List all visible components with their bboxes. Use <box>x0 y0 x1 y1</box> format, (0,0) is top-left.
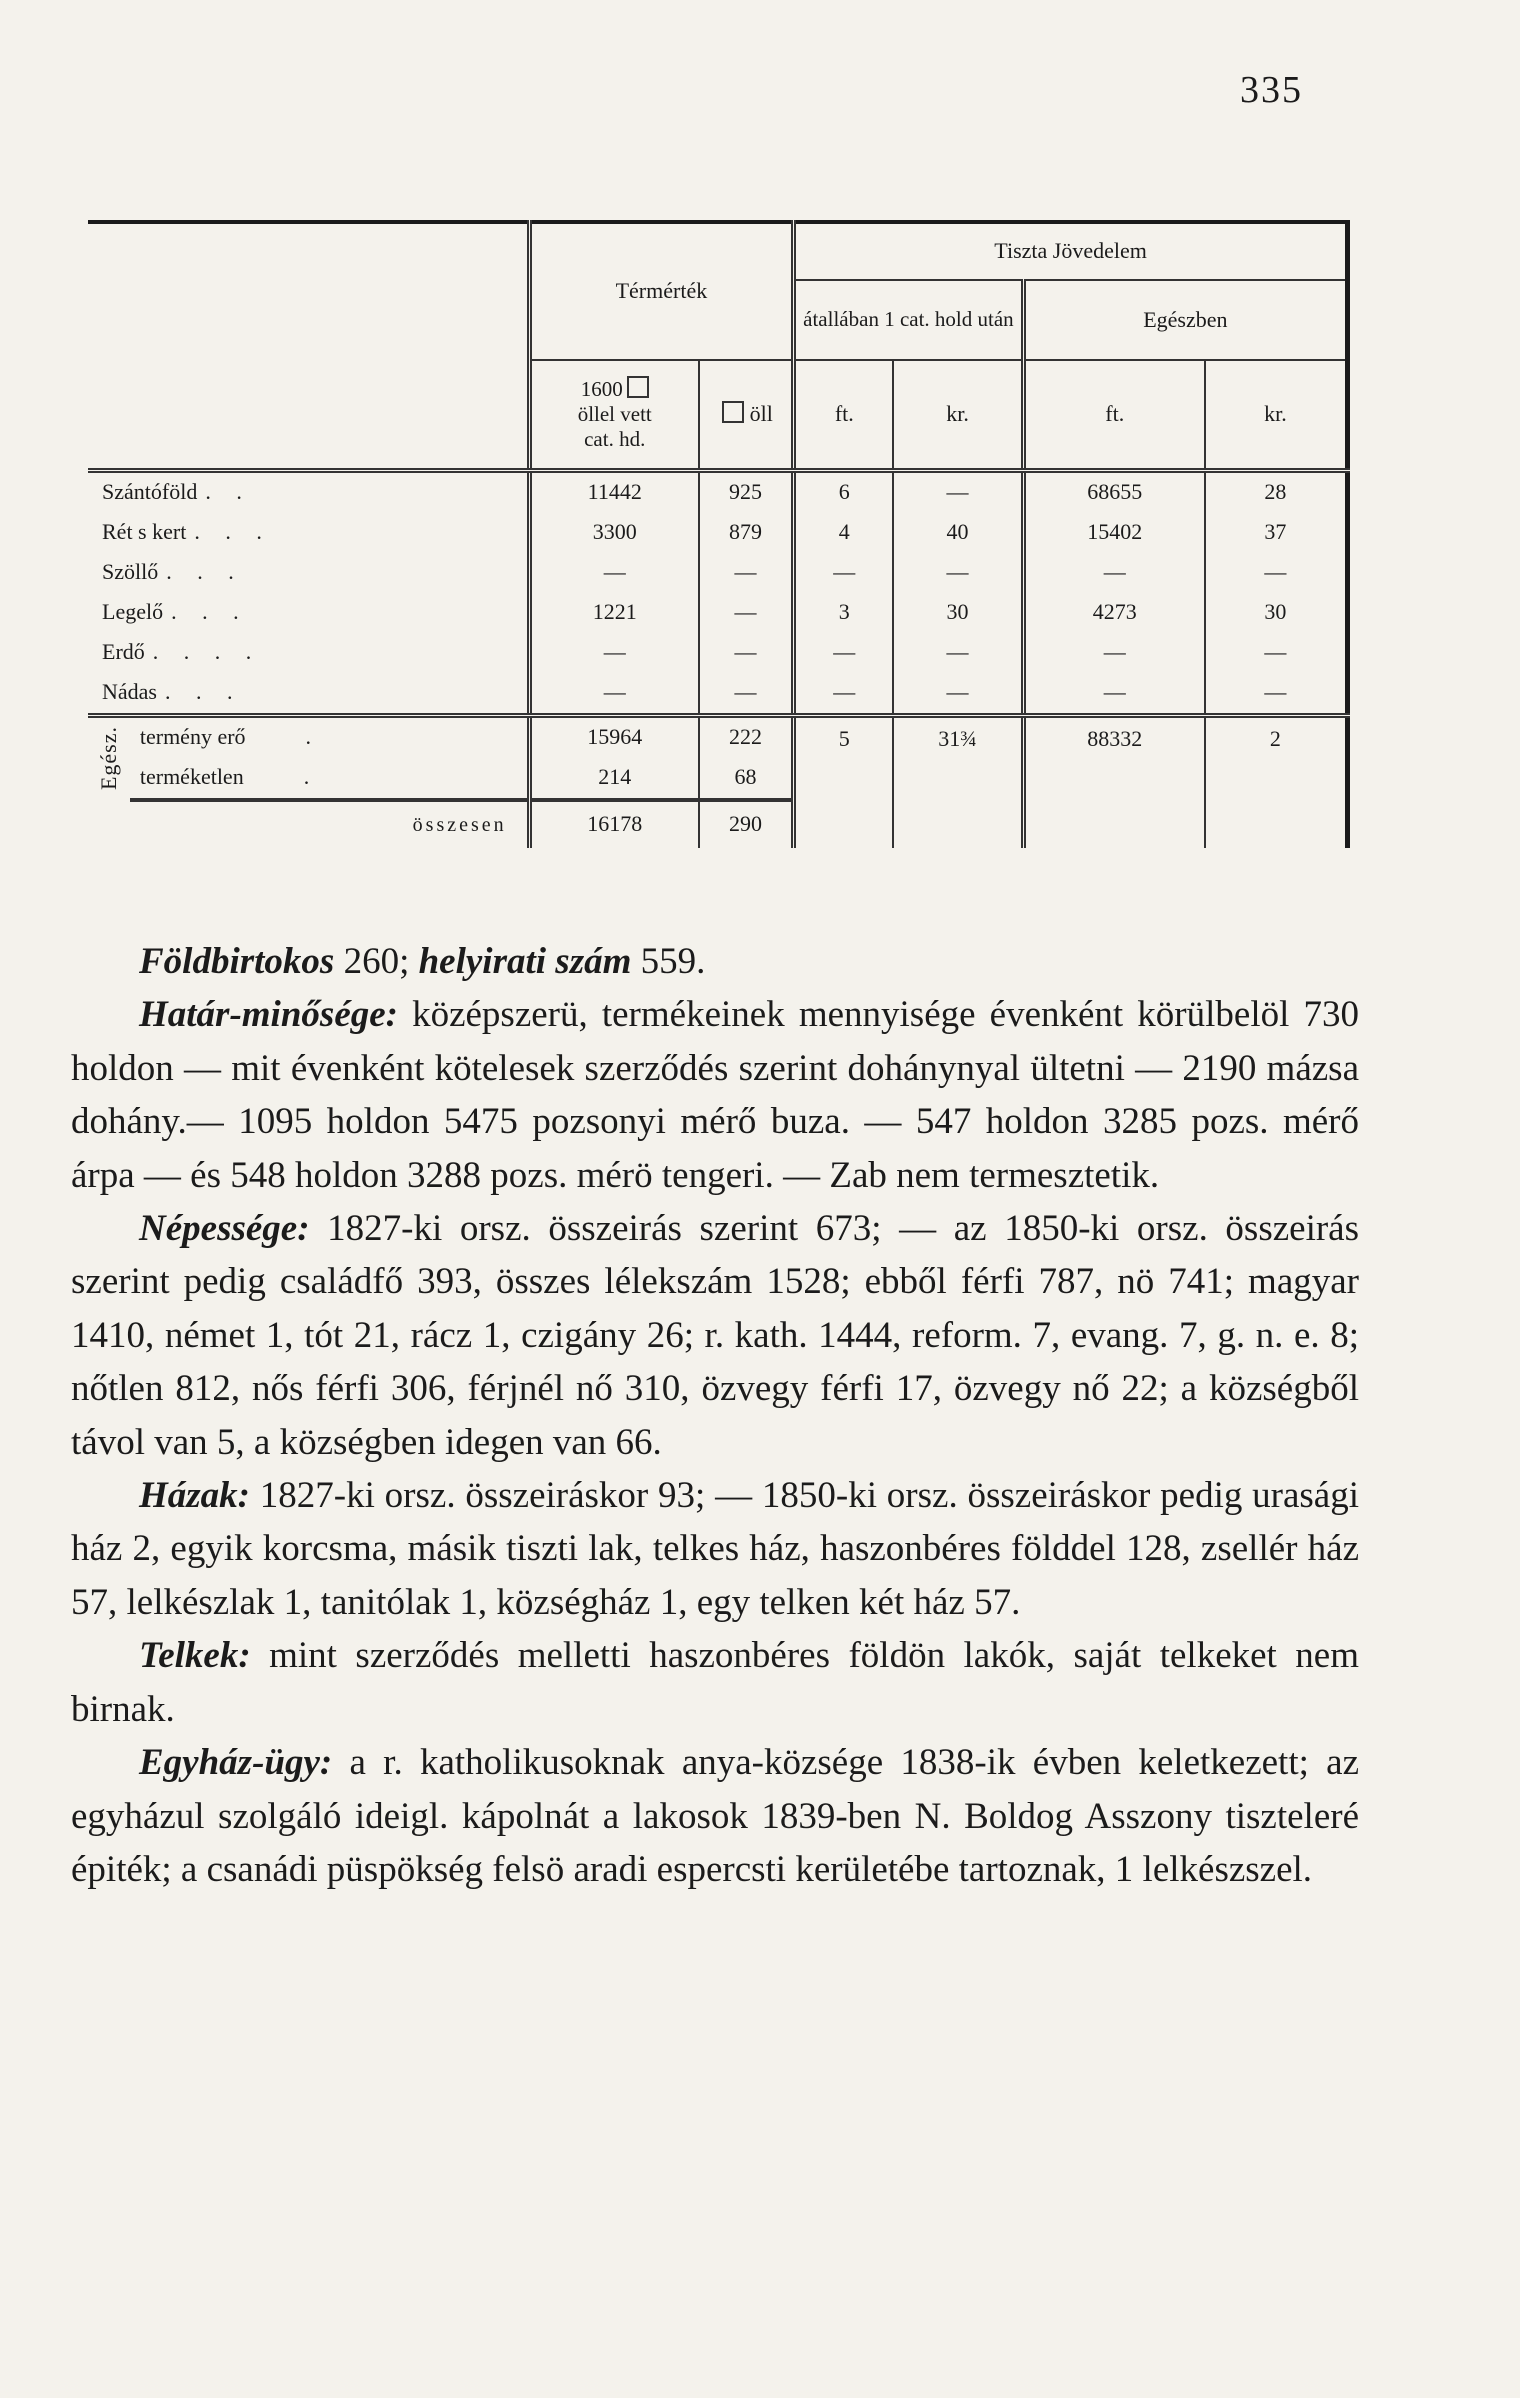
paragraph-lead: Határ-minősége: <box>139 994 398 1036</box>
cell-ft: 6 <box>794 470 894 513</box>
paragraph-hazak <box>71 1469 1359 1629</box>
header-egeszben: Egészben <box>1023 280 1347 360</box>
row-dots: . . . <box>194 519 272 545</box>
row-dots: . . . <box>166 559 244 585</box>
cell-1600: 15964 <box>529 715 699 758</box>
land-statistics-table <box>88 220 1350 848</box>
cell-ft-total: — <box>1023 673 1205 716</box>
paragraph-text: középszerü, termékeinek mennyisége évenként körülbelöl 730 holdon — mit évenként kötelesek szerződés szerint dohánynyal ültetni — 2190 mázsa dohány.— 1095 holdon 5475 pozsonyi mérő buza. — 547 holdon 3285 pozs. mérő árpa — és 548 holdon 3288 pozs. mérö tengeri. — Zab nem termesztetik. <box>71 994 1359 1196</box>
cell-oll: 879 <box>699 513 794 553</box>
paragraph-text-2: 559. <box>631 941 706 982</box>
sum-1600: 16178 <box>529 800 699 848</box>
table-row <box>88 715 1348 758</box>
cell-1600: — <box>529 553 699 593</box>
cell-1600: 214 <box>529 758 699 800</box>
header-ft: ft. <box>794 360 894 470</box>
cell-ft-total: 88332 <box>1023 715 1205 848</box>
cell-kr-total: 2 <box>1205 715 1348 848</box>
cell-1600: 11442 <box>529 470 699 513</box>
header-cat-hd: cat. hd. <box>584 427 646 452</box>
paragraph-lead-2: helyirati szám <box>418 941 632 982</box>
cell-oll: — <box>699 673 794 716</box>
row-label: Szöllő <box>102 559 159 585</box>
header-corner <box>88 222 529 470</box>
cell-kr-total: 37 <box>1205 513 1348 553</box>
cell-ft-total: 4273 <box>1023 593 1205 633</box>
cell-ft: — <box>794 553 894 593</box>
header-kr-total: kr. <box>1205 360 1348 470</box>
cell-kr: — <box>893 553 1023 593</box>
cell-kr: 30 <box>893 593 1023 633</box>
cell-kr-total: — <box>1205 553 1348 593</box>
square-symbol <box>627 376 649 398</box>
cell-oll: — <box>699 633 794 673</box>
cell-ft-total: 68655 <box>1023 470 1205 513</box>
header-ollel-vett: öllel vett <box>577 402 652 427</box>
header-sq-oll <box>699 360 794 470</box>
row-label: Rét s kert <box>102 519 187 545</box>
paragraph-lead: Telkek: <box>139 1635 251 1677</box>
cell-kr: 40 <box>893 513 1023 553</box>
paragraph-lead: Földbirtokos <box>139 941 335 982</box>
cell-1600: 1221 <box>529 593 699 633</box>
cell-oll: 925 <box>699 470 794 513</box>
table-row <box>88 673 1348 716</box>
cell-kr: — <box>893 470 1023 513</box>
cell-ft: — <box>794 673 894 716</box>
paragraph-text: a r. katholikusoknak anya-községe 1838-ik évben keletkezett; az egyházul szolgáló ideigl. kápolnát a lakosok 1839-ben N. Boldog Asszony tiszteleré épiték; a csanádi püspökség felsö aradi espercsti kerületébe tartoznak, 1 lelkészszel. <box>71 1742 1359 1890</box>
row-dots: . . . <box>164 679 243 705</box>
paragraph-nepessege <box>71 1202 1359 1469</box>
paragraph-text: 1827-ki orsz. összeirás szerint 673; — az 1850-ki orsz. összeirás szerint pedig családfő 393, összes lélekszám 1528; ebből férfi 787, nö 741; magyar 1410, német 1, tót 21, rácz 1, czigány 26; r. kath. 1444, reform. 7, evang. 7, g. n. e. 8; nőtlen 812, nős férfi 306, férjnél nő 310, özvegy férfi 17, özvegy nő 22; a községből távol van 5, a községben idegen van 66. <box>71 1208 1359 1463</box>
cell-ft: 5 <box>794 715 894 848</box>
paragraph-hatar-minosege <box>71 988 1359 1202</box>
cell-oll: 222 <box>699 715 794 758</box>
table-row <box>88 513 1348 553</box>
sum-oll: 290 <box>699 800 794 848</box>
header-oll: öll <box>749 401 773 427</box>
cell-kr: — <box>893 673 1023 716</box>
header-termertek: Térmérték <box>529 222 794 360</box>
header-kr: kr. <box>893 360 1023 470</box>
table-row <box>88 633 1348 673</box>
row-dots: . . <box>205 479 252 505</box>
paragraph-lead: Népessége: <box>139 1208 310 1250</box>
side-label: Egész. <box>96 725 121 790</box>
cell-ft-total: — <box>1023 633 1205 673</box>
cell-oll: — <box>699 593 794 633</box>
header-atallaban: átallában 1 cat. hold után <box>794 280 1024 360</box>
cell-1600: 3300 <box>529 513 699 553</box>
header-tiszta-jovedelem: Tiszta Jövedelem <box>794 222 1348 280</box>
sum-label: összesen <box>130 800 529 848</box>
row-label: Nádas <box>102 679 157 705</box>
row-label: Erdő <box>102 639 145 665</box>
paragraph-telkek <box>71 1629 1359 1736</box>
cell-ft: 3 <box>794 593 894 633</box>
square-symbol <box>722 401 744 423</box>
row-label: Szántóföld <box>102 479 198 505</box>
header-1600-sq-oll <box>529 360 699 470</box>
cell-1600: — <box>529 633 699 673</box>
paragraph-text: 260; <box>334 941 419 982</box>
paragraph-text: mint szerződés melletti haszonbéres földön lakók, saját telkeket nem birnak. <box>71 1635 1359 1730</box>
side-label-cell <box>88 715 130 848</box>
cell-kr: — <box>893 633 1023 673</box>
page-number: 335 <box>1240 69 1303 111</box>
cell-kr-total: 30 <box>1205 593 1348 633</box>
row-dots: . . . <box>171 599 249 625</box>
header-ft-total: ft. <box>1023 360 1205 470</box>
row-dots: . <box>303 764 310 790</box>
paragraph-foldbirtokos <box>71 935 1359 988</box>
cell-kr: 31¾ <box>893 715 1023 848</box>
table-row <box>88 553 1348 593</box>
cell-kr-total: — <box>1205 673 1348 716</box>
cell-oll: — <box>699 553 794 593</box>
cell-1600: — <box>529 673 699 716</box>
cell-ft-total: — <box>1023 553 1205 593</box>
table-row <box>88 470 1348 513</box>
body-text <box>71 935 1359 1896</box>
cell-kr-total: 28 <box>1205 470 1348 513</box>
row-dots: . . . . <box>152 639 262 665</box>
row-label: termény erő <box>139 724 246 750</box>
paragraph-text: 1827-ki orsz. összeiráskor 93; — 1850-ki orsz. összeiráskor pedig urasági ház 2, egyik korcsma, másik tiszti lak, telkes ház, haszonbéres földdel 128, zsellér ház 57, lelkészlak 1, tanitólak 1, községház 1, egy telken két ház 57. <box>71 1475 1359 1623</box>
cell-ft: — <box>794 633 894 673</box>
table-row <box>88 593 1348 633</box>
cell-oll: 68 <box>699 758 794 800</box>
paragraph-lead: Egyház-ügy: <box>139 1742 333 1784</box>
row-label: terméketlen <box>139 764 244 790</box>
header-1600-value: 1600 <box>580 376 623 401</box>
paragraph-egyhaz-ugy <box>71 1736 1359 1896</box>
row-dots: . <box>305 724 312 750</box>
cell-ft-total: 15402 <box>1023 513 1205 553</box>
cell-ft: 4 <box>794 513 894 553</box>
paragraph-lead: Házak: <box>139 1475 250 1517</box>
cell-kr-total: — <box>1205 633 1348 673</box>
row-label: Legelő <box>102 599 164 625</box>
